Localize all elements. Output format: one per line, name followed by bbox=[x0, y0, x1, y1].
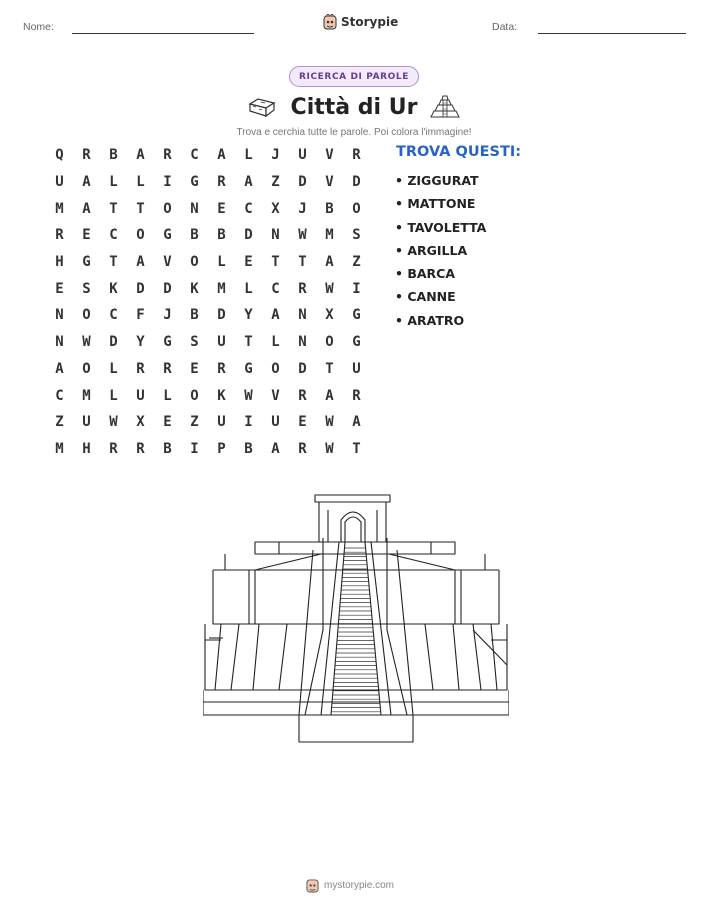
grid-letter[interactable]: Y bbox=[244, 307, 253, 324]
grid-letter[interactable]: R bbox=[217, 360, 226, 377]
grid-letter[interactable]: V bbox=[271, 387, 280, 404]
grid-row bbox=[46, 249, 370, 276]
grid-row bbox=[46, 329, 370, 356]
grid-row bbox=[46, 356, 370, 383]
grid-row bbox=[46, 195, 370, 222]
grid-letter[interactable]: U bbox=[298, 147, 307, 164]
grid-letter[interactable]: C bbox=[271, 280, 280, 297]
grid-letter[interactable]: L bbox=[244, 280, 253, 297]
grid-letter[interactable]: A bbox=[352, 414, 361, 431]
grid-letter[interactable]: W bbox=[298, 227, 307, 244]
grid-letter[interactable]: I bbox=[244, 414, 253, 431]
grid-letter[interactable]: U bbox=[217, 334, 226, 351]
grid-letter[interactable]: N bbox=[298, 334, 307, 351]
grid-letter[interactable]: V bbox=[325, 147, 334, 164]
grid-letter[interactable]: V bbox=[163, 254, 172, 271]
grid-letter[interactable]: O bbox=[271, 360, 280, 377]
grid-letter[interactable]: F bbox=[136, 307, 145, 324]
grid-letter[interactable]: M bbox=[82, 387, 91, 404]
grid-letter[interactable]: B bbox=[244, 440, 253, 457]
grid-letter[interactable]: K bbox=[109, 280, 118, 297]
brand-header bbox=[323, 14, 398, 30]
grid-letter[interactable]: A bbox=[325, 254, 334, 271]
grid-letter[interactable]: G bbox=[190, 174, 199, 191]
grid-letter[interactable]: V bbox=[325, 174, 334, 191]
grid-row bbox=[46, 222, 370, 249]
grid-letter[interactable]: U bbox=[352, 360, 361, 377]
grid-letter[interactable]: O bbox=[325, 334, 334, 351]
grid-letter[interactable]: T bbox=[244, 334, 253, 351]
grid-letter[interactable]: A bbox=[82, 200, 91, 217]
grid-letter[interactable]: C bbox=[109, 307, 118, 324]
grid-letter[interactable]: A bbox=[271, 440, 280, 457]
grid-letter[interactable]: T bbox=[352, 440, 361, 457]
grid-letter[interactable]: H bbox=[55, 254, 64, 271]
grid-letter[interactable]: E bbox=[55, 280, 64, 297]
ziggurat-icon bbox=[429, 92, 461, 120]
grid-letter[interactable]: K bbox=[217, 387, 226, 404]
grid-letter[interactable]: N bbox=[55, 307, 64, 324]
grid-letter[interactable]: R bbox=[298, 387, 307, 404]
grid-letter[interactable]: E bbox=[190, 360, 199, 377]
grid-letter[interactable]: Q bbox=[55, 147, 64, 164]
date-field-line[interactable] bbox=[538, 33, 686, 34]
grid-letter[interactable]: W bbox=[325, 280, 334, 297]
grid-letter[interactable]: A bbox=[136, 147, 145, 164]
grid-letter[interactable]: E bbox=[82, 227, 91, 244]
grid-letter[interactable]: M bbox=[55, 200, 64, 217]
grid-letter[interactable]: R bbox=[136, 440, 145, 457]
word-list-title: TROVA QUESTI: bbox=[396, 144, 522, 160]
grid-letter[interactable]: D bbox=[298, 360, 307, 377]
grid-letter[interactable]: O bbox=[82, 307, 91, 324]
grid-row bbox=[46, 275, 370, 302]
grid-letter[interactable]: T bbox=[271, 254, 280, 271]
grid-letter[interactable]: D bbox=[244, 227, 253, 244]
grid-letter[interactable]: U bbox=[136, 387, 145, 404]
grid-row bbox=[46, 142, 370, 169]
grid-letter[interactable]: T bbox=[136, 200, 145, 217]
grid-letter[interactable]: R bbox=[55, 227, 64, 244]
grid-letter[interactable]: W bbox=[82, 334, 91, 351]
grid-letter[interactable]: C bbox=[55, 387, 64, 404]
word-list bbox=[395, 169, 486, 332]
grid-letter[interactable]: N bbox=[298, 307, 307, 324]
grid-letter[interactable]: B bbox=[325, 200, 334, 217]
grid-letter[interactable]: L bbox=[109, 174, 118, 191]
grid-letter[interactable]: A bbox=[136, 254, 145, 271]
grid-letter[interactable]: U bbox=[55, 174, 64, 191]
grid-letter[interactable]: C bbox=[244, 200, 253, 217]
grid-letter[interactable]: I bbox=[190, 440, 199, 457]
grid-letter[interactable]: O bbox=[190, 387, 199, 404]
grid-letter[interactable]: E bbox=[217, 200, 226, 217]
grid-letter[interactable]: C bbox=[190, 147, 199, 164]
grid-row bbox=[46, 169, 370, 196]
grid-letter[interactable]: Z bbox=[55, 414, 64, 431]
grid-letter[interactable]: D bbox=[352, 174, 361, 191]
grid-letter[interactable]: T bbox=[325, 360, 334, 377]
grid-letter[interactable]: L bbox=[109, 387, 118, 404]
grid-letter[interactable]: W bbox=[325, 414, 334, 431]
grid-letter[interactable]: A bbox=[244, 174, 253, 191]
word-list-item: • ZIGGURAT bbox=[395, 173, 479, 188]
grid-row bbox=[46, 436, 370, 463]
grid-letter[interactable]: N bbox=[55, 334, 64, 351]
grid-letter[interactable]: D bbox=[136, 280, 145, 297]
grid-row bbox=[46, 382, 370, 409]
grid-letter[interactable]: G bbox=[163, 334, 172, 351]
grid-letter[interactable]: R bbox=[163, 147, 172, 164]
grid-letter[interactable]: J bbox=[163, 307, 172, 324]
activity-badge: RICERCA DI PAROLE bbox=[289, 66, 419, 87]
grid-letter[interactable]: G bbox=[82, 254, 91, 271]
grid-letter[interactable]: Y bbox=[136, 334, 145, 351]
grid-letter[interactable]: O bbox=[163, 200, 172, 217]
grid-letter[interactable]: M bbox=[55, 440, 64, 457]
grid-letter[interactable]: U bbox=[217, 414, 226, 431]
grid-letter[interactable]: A bbox=[217, 147, 226, 164]
word-search-grid bbox=[46, 142, 370, 462]
grid-letter[interactable]: O bbox=[136, 227, 145, 244]
grid-letter[interactable]: L bbox=[217, 254, 226, 271]
grid-letter[interactable]: N bbox=[271, 227, 280, 244]
word-list-item: • TAVOLETTA bbox=[395, 219, 487, 235]
page-title: Città di Ur bbox=[290, 94, 418, 120]
word-list-item: • BARCA bbox=[395, 266, 456, 282]
grid-letter[interactable]: B bbox=[109, 147, 118, 164]
word-list-item: • ARGILLA bbox=[395, 242, 468, 258]
grid-letter[interactable]: X bbox=[271, 200, 280, 217]
grid-letter[interactable]: R bbox=[298, 280, 307, 297]
grid-letter[interactable]: A bbox=[271, 307, 280, 324]
grid-letter[interactable]: L bbox=[271, 334, 280, 351]
grid-letter[interactable]: Z bbox=[352, 254, 361, 271]
grid-letter[interactable]: R bbox=[298, 440, 307, 457]
grid-letter[interactable]: E bbox=[163, 414, 172, 431]
grid-letter[interactable]: B bbox=[190, 227, 199, 244]
word-list-item: • ARATRO bbox=[395, 312, 465, 328]
word-list-item: • CANNE bbox=[395, 289, 456, 305]
grid-letter[interactable]: T bbox=[298, 254, 307, 271]
grid-letter[interactable]: X bbox=[136, 414, 145, 431]
grid-letter[interactable]: L bbox=[163, 387, 172, 404]
grid-letter[interactable]: O bbox=[352, 200, 361, 217]
grid-letter[interactable]: L bbox=[244, 147, 253, 164]
name-field-line[interactable] bbox=[72, 33, 254, 34]
grid-letter[interactable]: L bbox=[109, 360, 118, 377]
grid-letter[interactable]: S bbox=[82, 280, 91, 297]
grid-letter[interactable]: I bbox=[163, 174, 172, 191]
grid-letter[interactable]: U bbox=[271, 414, 280, 431]
storypie-logo-icon bbox=[323, 14, 337, 30]
grid-letter[interactable]: A bbox=[55, 360, 64, 377]
grid-letter[interactable]: M bbox=[325, 227, 334, 244]
word-list-item: • MATTONE bbox=[395, 196, 476, 212]
grid-letter[interactable]: D bbox=[109, 334, 118, 351]
grid-letter[interactable]: R bbox=[217, 174, 226, 191]
grid-letter[interactable]: R bbox=[109, 440, 118, 457]
grid-letter[interactable]: G bbox=[163, 227, 172, 244]
grid-letter[interactable]: G bbox=[352, 334, 361, 351]
grid-letter[interactable]: H bbox=[82, 440, 91, 457]
grid-letter[interactable]: R bbox=[163, 360, 172, 377]
date-label: Data: bbox=[492, 21, 518, 33]
grid-letter[interactable]: B bbox=[217, 227, 226, 244]
grid-letter[interactable]: T bbox=[109, 200, 118, 217]
grid-letter[interactable]: I bbox=[352, 280, 361, 297]
grid-letter[interactable]: D bbox=[217, 307, 226, 324]
grid-letter[interactable]: D bbox=[163, 280, 172, 297]
grid-letter[interactable]: R bbox=[352, 147, 361, 164]
footer-site[interactable]: mystorypie.com bbox=[324, 880, 395, 891]
grid-letter[interactable]: W bbox=[244, 387, 253, 404]
grid-letter[interactable]: B bbox=[190, 307, 199, 324]
grid-letter[interactable]: M bbox=[217, 280, 226, 297]
grid-letter[interactable]: R bbox=[136, 360, 145, 377]
grid-letter[interactable]: P bbox=[217, 440, 226, 457]
instructions: Trova e cerchia tutte le parole. Poi colora l'immagine! bbox=[236, 127, 472, 138]
grid-letter[interactable]: O bbox=[82, 360, 91, 377]
ziggurat-coloring-illustration[interactable] bbox=[203, 490, 509, 745]
grid-letter[interactable]: G bbox=[352, 307, 361, 324]
grid-letter[interactable]: A bbox=[325, 387, 334, 404]
grid-letter[interactable]: Z bbox=[190, 414, 199, 431]
grid-letter[interactable]: C bbox=[109, 227, 118, 244]
grid-letter[interactable]: E bbox=[298, 414, 307, 431]
grid-letter[interactable]: K bbox=[190, 280, 199, 297]
name-label: Nome: bbox=[23, 21, 54, 33]
grid-letter[interactable]: T bbox=[109, 254, 118, 271]
grid-letter[interactable]: L bbox=[136, 174, 145, 191]
grid-letter[interactable]: D bbox=[298, 174, 307, 191]
grid-letter[interactable]: A bbox=[82, 174, 91, 191]
brand-name: Storypie bbox=[341, 15, 399, 29]
grid-letter[interactable]: U bbox=[82, 414, 91, 431]
grid-letter[interactable]: O bbox=[190, 254, 199, 271]
grid-letter[interactable]: R bbox=[82, 147, 91, 164]
grid-row bbox=[46, 409, 370, 436]
grid-letter[interactable]: Z bbox=[271, 174, 280, 191]
grid-letter[interactable]: G bbox=[244, 360, 253, 377]
grid-letter[interactable]: W bbox=[109, 414, 118, 431]
grid-letter[interactable]: N bbox=[190, 200, 199, 217]
footer bbox=[306, 878, 394, 893]
grid-letter[interactable]: B bbox=[163, 440, 172, 457]
grid-letter[interactable]: E bbox=[244, 254, 253, 271]
grid-letter[interactable]: S bbox=[352, 227, 361, 244]
storypie-logo-icon bbox=[306, 878, 319, 893]
grid-row bbox=[46, 302, 370, 329]
grid-letter[interactable]: J bbox=[298, 200, 307, 217]
grid-letter[interactable]: J bbox=[271, 147, 280, 164]
grid-letter[interactable]: S bbox=[190, 334, 199, 351]
grid-letter[interactable]: R bbox=[352, 387, 361, 404]
grid-letter[interactable]: W bbox=[325, 440, 334, 457]
grid-letter[interactable]: X bbox=[325, 307, 334, 324]
